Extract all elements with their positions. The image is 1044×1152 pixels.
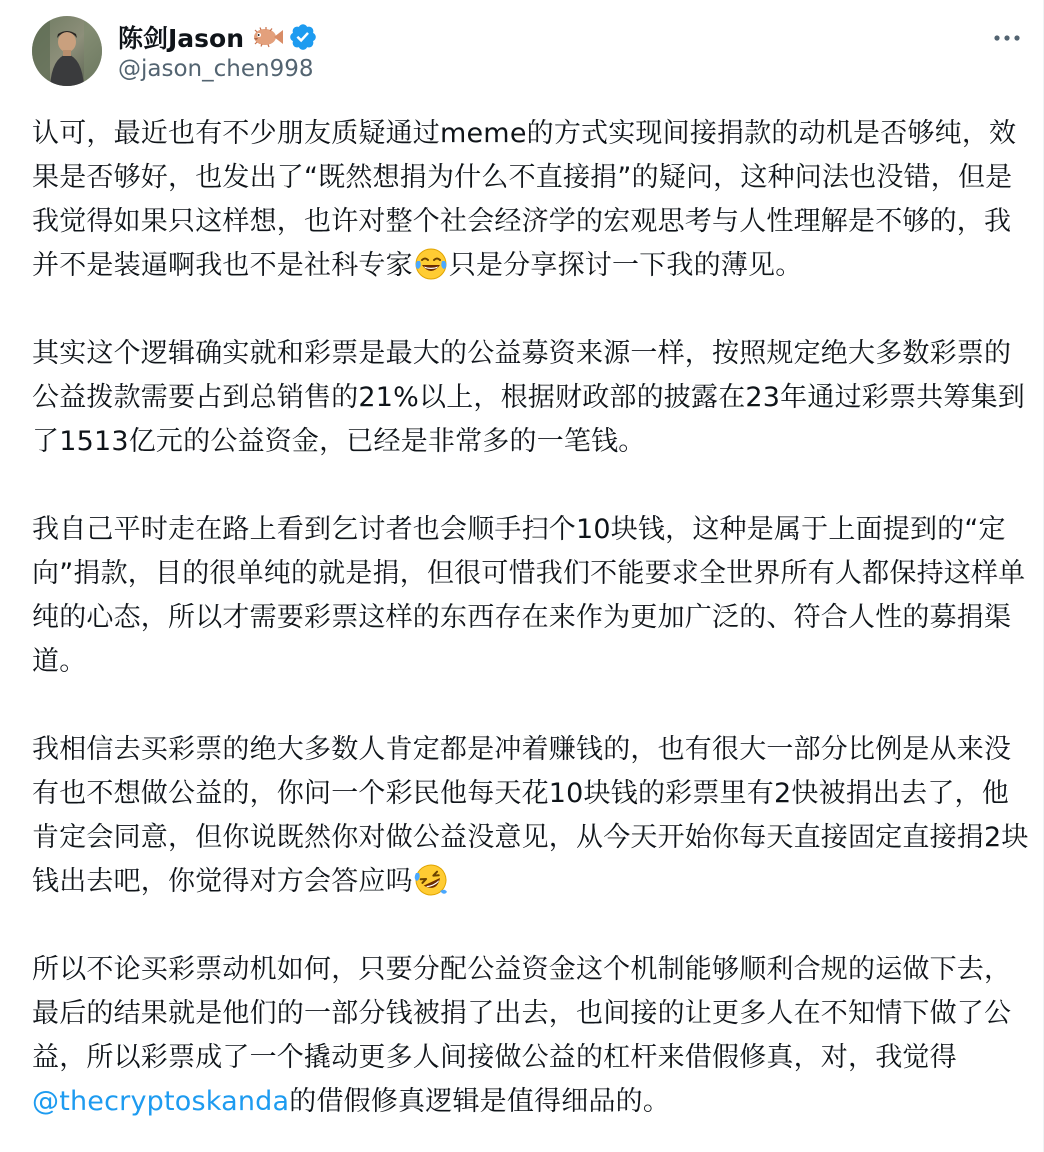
paragraph-1-text-b: 只是分享探讨一下我的薄见。 — [448, 250, 803, 281]
tears-of-joy-icon — [414, 247, 448, 281]
author-handle[interactable]: @jason_chen998 — [118, 56, 314, 82]
author-block — [118, 20, 318, 82]
paragraph-5 — [32, 948, 1032, 1124]
avatar-photo-icon — [32, 16, 102, 86]
paragraph-4 — [32, 728, 1032, 904]
avatar[interactable] — [32, 16, 102, 86]
paragraph-1 — [32, 112, 1032, 288]
verified-badge-icon — [288, 22, 318, 52]
more-dots-icon — [993, 34, 1021, 42]
paragraph-1-text-a: 认可，最近也有不少朋友质疑通过meme的方式实现间接捐款的动机是否够纯，效果是否够好，也发出了“既然想捐为什么不直接捐”的疑问，这种问法也没错，但是我觉得如果只这样想，也许对整个社会经济学的宏观思考与人性理解是不够的，我并不是装逼啊我也不是社科专家 — [32, 118, 1017, 281]
display-name[interactable]: 陈剑Jason — [118, 24, 245, 53]
more-button[interactable] — [987, 20, 1027, 56]
paragraph-4-text: 我相信去买彩票的绝大多数人肯定都是冲着赚钱的，也有很大一部分比例是从来没有也不想做公益的，你问一个彩民他每天花10块钱的彩票里有2快被捐出去了，他肯定会同意，但你说既然你对做公益没意见，从今天开始你每天直接固定直接捐2块钱出去吧，你觉得对方会答应吗 — [32, 734, 1029, 897]
mention-link[interactable]: @thecryptoskanda — [32, 1086, 290, 1117]
paragraph-3: 我自己平时走在路上看到乞讨者也会顺手扫个10块钱，这种是属于上面提到的“定向”捐款，目的很单纯的就是捐，但很可惜我们不能要求全世界所有人都保持这样单纯的心态，所以才需要彩票这样的东西存在来作为更加广泛的、符合人性的募捐渠道。 — [32, 514, 1026, 677]
tweet-header — [32, 16, 1027, 88]
paragraph-2: 其实这个逻辑确实就和彩票是最大的公益募资来源一样，按照规定绝大多数彩票的公益拨款需要占到总销售的21%以上，根据财政部的披露在23年通过彩票共筹集到了1513亿元的公益资金，已经是非常多的一笔钱。 — [32, 338, 1025, 457]
blowfish-icon — [252, 26, 284, 48]
tweet-text — [32, 112, 1032, 1124]
name-row — [118, 20, 318, 54]
rolling-laughing-icon — [414, 863, 448, 897]
paragraph-5-text-b: 的借假修真逻辑是值得细品的。 — [289, 1086, 671, 1117]
paragraph-5-text-a: 所以不论买彩票动机如何，只要分配公益资金这个机制能够顺利合规的运做下去，最后的结果就是他们的一部分钱被捐了出去，也间接的让更多人在不知情下做了公益，所以彩票成了一个撬动更多人间接做公益的杠杆来借假修真，对，我觉得 — [32, 954, 1012, 1073]
